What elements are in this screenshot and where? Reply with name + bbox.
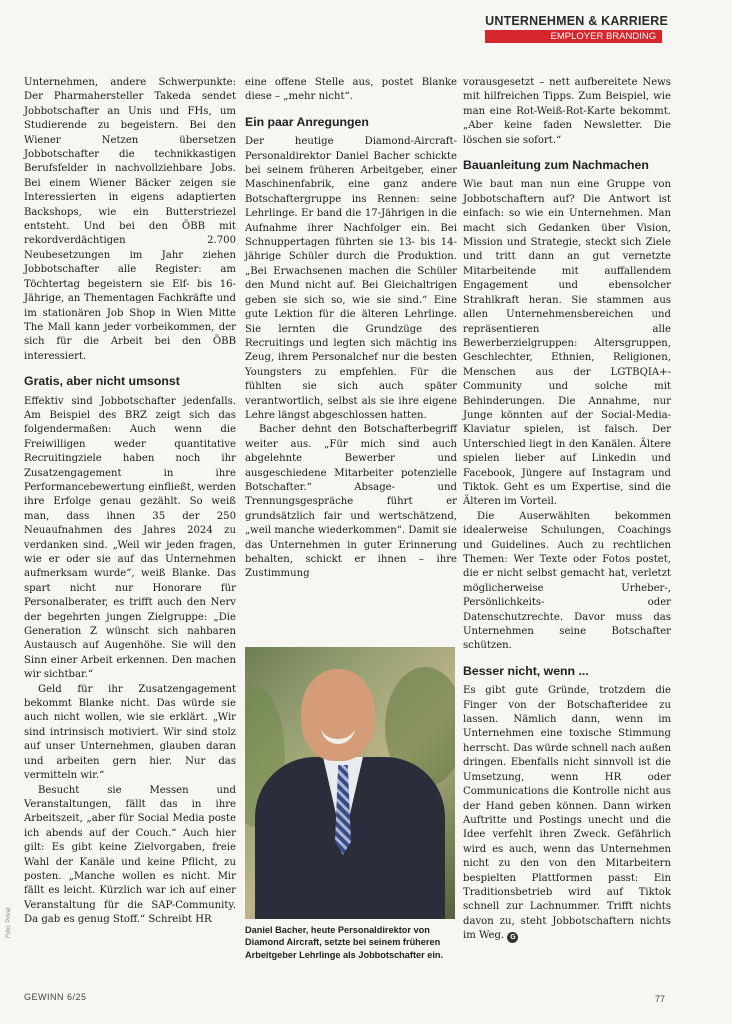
paragraph: Wie baut man nun eine Gruppe von Jobbotschaftern auf? Die Antwort ist einfach: so wie ein Unternehmen. Man macht sich Gedanken über Vision, Mission und Strategie, steckt sich Ziele und tritt dann an gut vernetzte Mitarbeitende mit auffallendem Engagement und ebensolcher Strahlkraft heran. Sie stammen aus allen Unternehmensbereichen und repräsentieren alle Bewerberzielgruppen: Altersgruppen, Geschlechter, Ethnien, Religionen, Menschen aus der LGTBQIA+-Community und solche mit Behinderungen. Die Annahme, nur Junge könnten auf der Social-Media-Klaviatur spielen, ist falsch. Der Unterschied liegt in den Kanälen. Ältere spielen lieber auf Linkedin und Facebook, Jüngere auf Instagram und Tiktok. Geht es um Expertise, sind die Älteren im Vorteil. [463, 179, 671, 508]
section-subtitle-bar: EMPLOYER BRANDING [485, 30, 662, 43]
section-title: UNTERNEHMEN & KARRIERE [485, 14, 668, 28]
magazine-issue: GEWINN 6/25 [24, 992, 87, 1002]
paragraph: Effektiv sind Jobbotschafter jedenfalls. Am Beispiel des BRZ zeigt sich das folgendermaßen: Auch wenn die Freiwilligen weder quantitative Recruitingziele haben noch ihr Zusatzengagement in ihre Performancebewertung einfließt, werden ihre Erfolge genau gezählt. So weiß man, dass ihnen 35 der 250 Neuaufnahmen des Jahres 2024 zu verdanken sind. „Weil wir jeden fragen, wie er oder sie auf das Unternehmen aufmerksam wurde“, weiß Blanke. Das spart nicht nur Honorare für Personalberater, es trifft auch den Nerv der begehrten jungen Zielgruppe: „Die Generation Z wünscht sich nahbaren Austausch auf Augenhöhe. Sie will den Sinn einer Arbeit erkennen. Den machen wir sichtbar.“ [24, 395, 236, 681]
subheading: Ein paar Anregungen [245, 114, 369, 129]
paragraph: Geld für ihr Zusatzengagement bekommt Blanke nicht. Das würde sie auch nicht wollen, wie sie erklärt. „Wir sind intrinsisch motiviert. Wir sind stolz auf unser Unternehmen, glauben daran und arbeiten gern hier. Nur das vermitteln wir.“ [24, 683, 236, 782]
paragraph [463, 684, 671, 943]
section-header [485, 14, 668, 43]
page-number: 77 [655, 994, 666, 1004]
paragraph: Der heutige Diamond-Aircraft-Personaldirektor Daniel Bacher schickte bei seinem früheren Arbeitgeber, einer Maschinenfabrik, eine ganz andere Botschaftergruppe ins Rennen: seine Lehrlinge. Er band die 17-Jährigen in die Aufnahme ihrer Nachfolger ein. Bei Schnuppertagen führten sie 13- bis 14-jährige Schüler durch die Produktion. „Bei Erwachsenen machen die Schüler den Mund nicht auf. Bei Gleichaltrigen geben sie sich so, wie sie sind.“ Eine gute Lektion für die älteren Lehrlinge. Sie lernten die Grundzüge des Recruitings und legten sich mächtig ins Zeug, ihrem Personalchef nur die besten Youngsters zu empfehlen. Für die fühlten sie sich auch später verantwortlich, selbst als sie ihre eigene Lehre längst abgeschlossen hatten. [245, 136, 457, 421]
article-column-1 [24, 76, 236, 928]
paragraph: Bacher dehnt den Botschafterbegriff weiter aus. „Für mich sind auch abgelehnte Bewerber und ausgeschiedene Mitarbeiter potenzielle Botschafter.“ Absage- und Trennungsgespräche führt er grundsätzlich fair und wertschätzend, „weil manche wiederkommen“. Damit sie das Unternehmen in guter Erinnerung behalten, schickt er ihnen – ihre Zustimmung [245, 424, 457, 580]
subheading: Gratis, aber nicht umsonst [24, 374, 180, 389]
paragraph: Die Auserwählten bekommen idealerweise Schulungen, Coachings und Guidelines. Auch zu rechtlichen Themen: Wer Texte oder Fotos postet, die er nicht selbst gemacht hat, verletzt möglicherweise Urheber-, Persönlichkeits- oder Datenschutzrechte. Davor muss das Unternehmen seine Botschafter schützen. [463, 510, 671, 652]
paragraph: eine offene Stelle aus, postet Blanke diese – „mehr nicht“. [245, 77, 457, 103]
end-mark-icon: G [507, 932, 518, 943]
head [301, 669, 375, 761]
article-column-3 [463, 76, 671, 944]
article-column-2 [245, 76, 457, 582]
paragraph-text: Es gibt gute Gründe, trotzdem die Finger von der Botschafteridee zu lassen. Nämlich dann, wenn im Unternehmen eine toxische Stimmung herrscht. Das würde schnell nach außen dringen. Ebenfalls nicht sinnvoll ist die Umsetzung, wenn HR oder Communications die Kontrolle nicht aus der Hand geben können. Dann wirken Auftritte und Postings unecht und die Idee verfehlt ihren Zweck. Gefährlich wird es auch, wenn das Unternehmen nicht zu den von den Mitarbeitern bespielten Plattformen passt: Ein Traditionsbetrieb wird auf Tiktok schnell zur Lachnummer. Trifft nichts davon zu, steht Jobbotschaftern nichts im Weg. [463, 685, 671, 942]
photo-credit: Foto: Privat [6, 907, 12, 938]
subheading: Bauanleitung zum Nachmachen [463, 158, 649, 173]
photo-caption: Daniel Bacher, heute Personaldirektor von Diamond Aircraft, setzte bei seinem früheren Arbeitgeber Lehrlinge als Jobbotschafter ein. [245, 925, 444, 960]
paragraph: vorausgesetzt – nett aufbereitete News mit hilfreichen Tipps. Zum Beispiel, wie man eine Rot-Weiß-Rot-Karte bekommt. „Aber keine faden Newsletter. Die löschen sie sofort.“ [463, 77, 671, 146]
portrait-photo [245, 647, 455, 919]
paragraph: Unternehmen, andere Schwerpunkte: Der Pharmahersteller Takeda sendet Jobbotschafter an Unis und FHs, um Studierende zu begeistern. Bei den Wiener Netzen übersetzen Jobbotschafter die technikkastigen Berufsfelder in nachvollziehbare Jobs. Bei einem Wiener Bäcker zeigen sie Interessierten in eigens adaptierten Backshops, wie ein Butterstriezel entsteht. Und bei den ÖBB mit rekordverdächtigen 2.700 Neubesetzungen im Jahr ziehen Jobbotschafter alle Register: am Töchtertag begeistern sie Elf- bis 16-Jährige, an Thementagen Fachkräfte und im stationären Job Shop in Wien Mitte The Mall kann jeder vorbeikommen, der sich für die Arbeit bei den ÖBB interessiert. [24, 77, 236, 362]
paragraph: Besucht sie Messen und Veranstaltungen, fällt das in ihre Arbeitszeit, „aber für Social Media poste ich abends auf der Couch.“ Auch hier gilt: Es gibt keine Zielvorgaben, freie Wahl der Kanäle und keine Pflicht, zu posten. „Manche wollen es nicht. Mir fällt es leicht. Kürzlich war ich auf einer Veranstaltung für die SAP-Community. Da gab es genug Stoff.“ Schreibt HR [24, 784, 236, 926]
subheading: Besser nicht, wenn ... [463, 663, 589, 678]
